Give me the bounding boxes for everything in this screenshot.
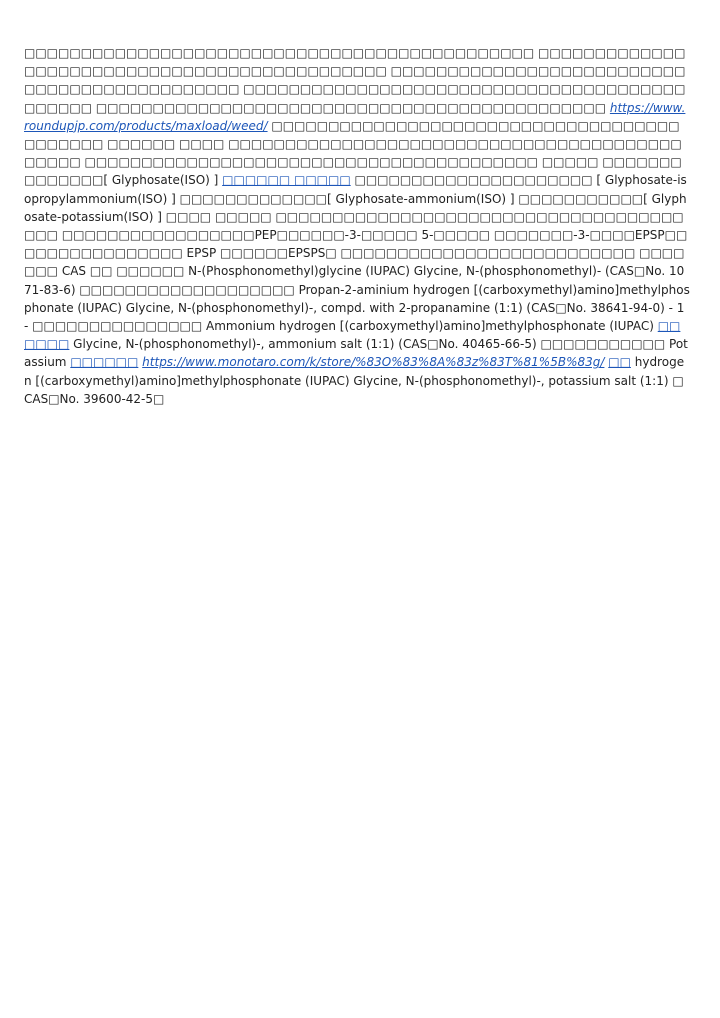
body-text-4: Glycine, N-(phosphonomethyl)-, ammonium salt (1:1) (CAS□No. 40465-66-5) □□□□□□□□□□□ Potassium [24, 337, 688, 370]
document-body [24, 44, 690, 408]
body-text-2: □□□□□□□□□□□□□□□□□□□□□□□□□□□□□□□□□□□□□□□□□□□ □□□□□□ □□□□ □□□□□□□□□□□□□□□□□□□□□□□□□□□□□□□□□□□□□□□□□□□□□ □□□□□□□□□□□□□□□□□□□□□□□□□□□□□□□□□□□□□□□□ □□□□□ □□□□□□□□□□□□□□[ Glyphosate(ISO) ] [24, 118, 682, 188]
inline-link-3[interactable]: □□□□□□ [70, 355, 139, 370]
body-text-1: □□□□□□□□□□□□□□□□□□□□□□□□□□□□□□□□□□□□□□□□□□□□□ □□□□□□□□□□□□□□□□□□□□□□□□□□□□□□□□□□□□□□□□□□□□□ □□□□□□□□□□□□□□□□□□□□□□□□□□□□□□□□□□□□□□□□□□□□□ □□□□□□□□□□□□□□□□□□□□□□□□□□□□□□□□□□□□□□□□□□□□□ □□□□□□□□□□□□□□□□□□□□□□□□□□□□□□□□□□□□□□□□□□□□□ [24, 46, 686, 115]
body-text-7: hydrogen [(carboxymethyl)amino]methylphosphonate (IUPAC) Glycine, N-(phosphonomethyl)-, potassium salt (1:1) □CAS□No. 39600-42-5□ [24, 355, 685, 406]
inline-link-1[interactable]: □□□□□□ □□□□□ [222, 173, 351, 188]
roundup-link[interactable]: https://www.roundupjp.com/products/maxload/weed/ [24, 100, 686, 133]
inline-link-4[interactable]: □□ [608, 355, 631, 370]
body-text-3: □□□□□□□□□□□□□□□□□□□□□ [ Glyphosate-isopropylammonium(ISO) ] □□□□□□□□□□□□□[ Glyphosate-ammonium(ISO) ] □□□□□□□□□□□[ Glyphosate-potassium(ISO) ] □□□□ □□□□□ □□□□□□□□□□□□□□□□□□□□□□□□□□□□□□□□□□□□□□□ □□□□□□□□□□□□□□□□□PEP□□□□□□-3-□□□□□ 5-□□□□□ □□□□□□□-3-□□□□EPSP□□□□□□□□□□□□□□□□ EPSP □□□□□□EPSPS□ □□□□□□□□□□□□□□□□□□□□□□□□□□ □□□□□□□ CAS □□ □□□□□□ N-(Phosphonomethyl)glycine (IUPAC) Glycine, N-(phosphonomethyl)- (CAS□No. 1071-83-6) □□□□□□□□□□□□□□□□□□□ Propan-2-aminium hydrogen [(carboxymethyl)amino]methylphosphonate (IUPAC) Glycine, N-(phosphonomethyl)-, compd. with 2-propanamine (1:1) (CAS□No. 38641-94-0) - 1 - □□□□□□□□□□□□□□□ Ammonium hydrogen [(carboxymethyl)amino]methylphosphonate (IUPAC) [24, 173, 690, 334]
monotaro-link[interactable]: https://www.monotaro.com/k/store/%83O%83%8A%83z%83T%81%5B%83g/ [142, 355, 605, 370]
inline-link-2[interactable]: □□□□□□ [24, 319, 681, 352]
